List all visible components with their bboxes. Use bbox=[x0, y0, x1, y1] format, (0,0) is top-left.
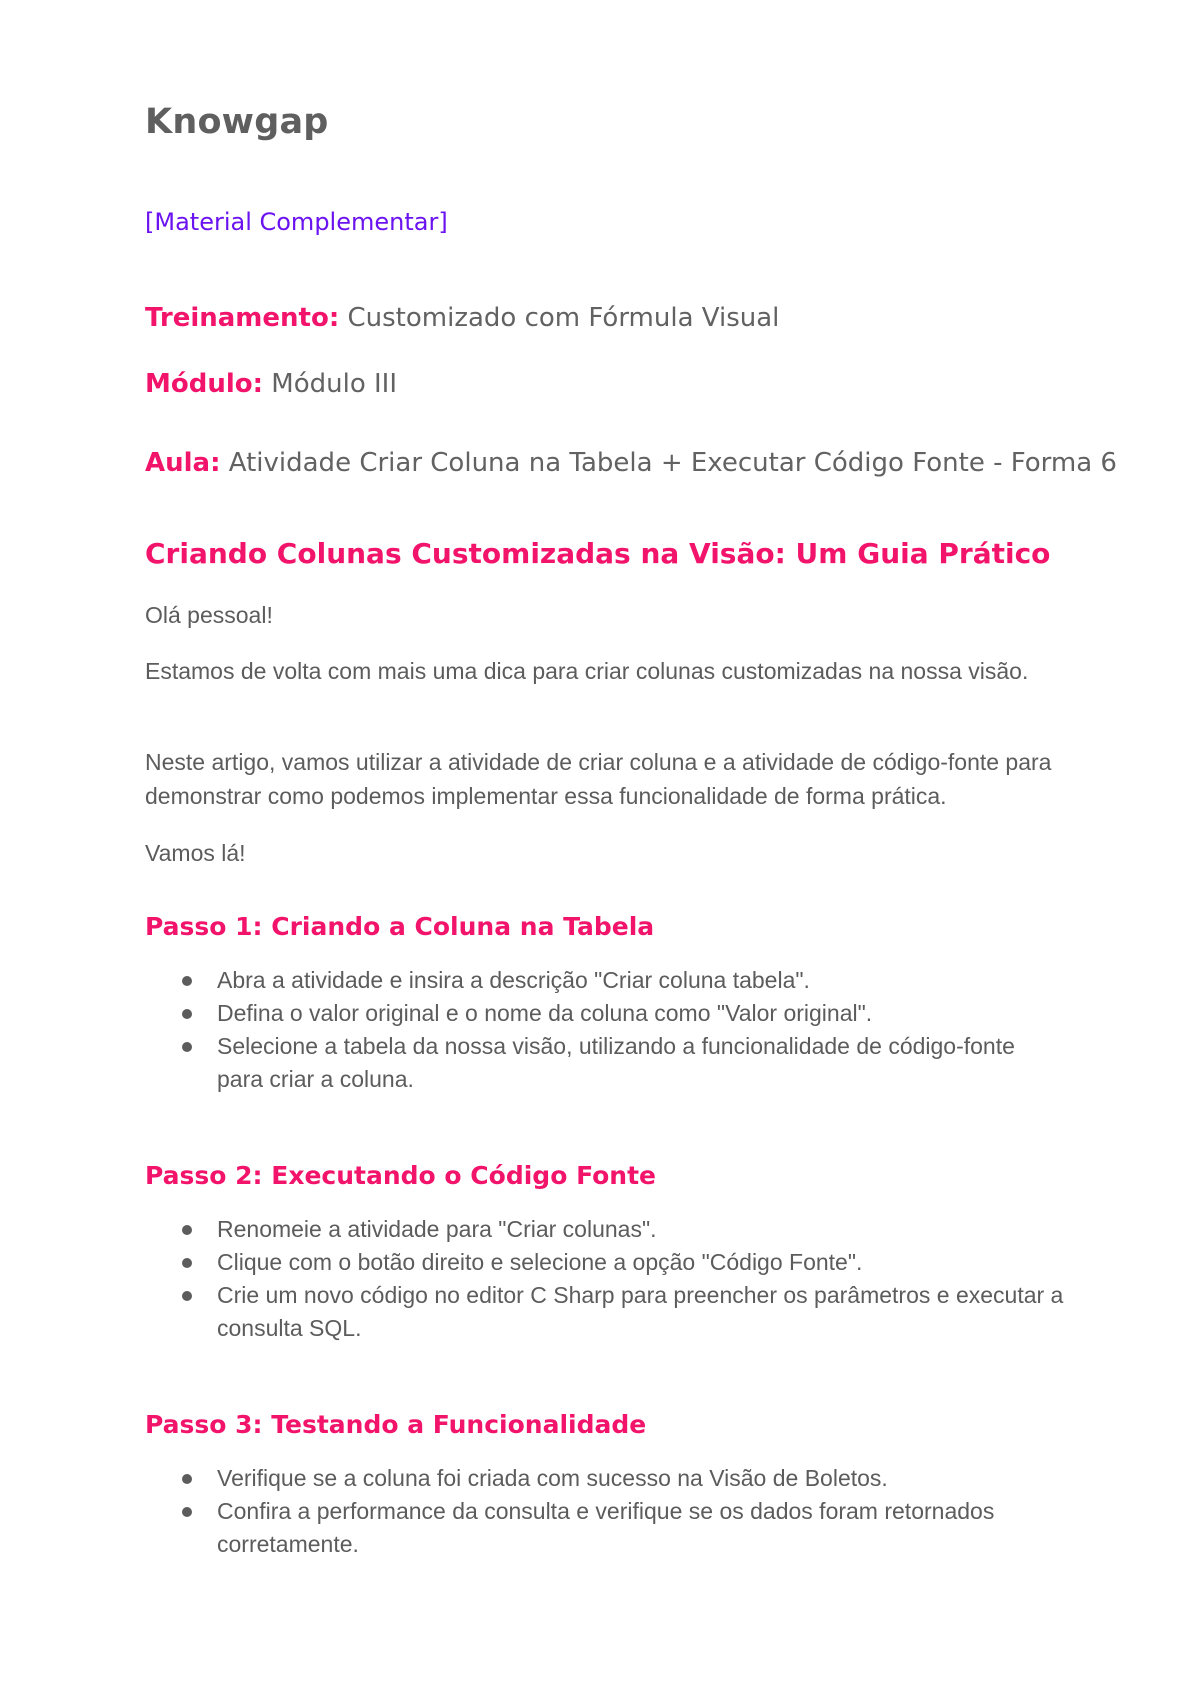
list-item-text: Clique com o botão direito e selecione a opção "Código Fonte". bbox=[217, 1249, 863, 1275]
paragraph-article: Neste artigo, vamos utilizar a atividade de criar coluna e a atividade de código-fonte para demonstrar como podemos implementar essa funcionalidade de forma prática. bbox=[145, 749, 1052, 809]
meta-lesson bbox=[145, 448, 1117, 478]
step-3-title: Passo 3: Testando a Funcionalidade bbox=[145, 1410, 647, 1439]
bullet-icon bbox=[182, 976, 192, 986]
paragraph-lets-go: Vamos lá! bbox=[145, 840, 246, 866]
bullet-icon bbox=[182, 1042, 192, 1052]
list-item bbox=[145, 1279, 1065, 1345]
step-3-list bbox=[145, 1462, 1065, 1561]
meta-training bbox=[145, 303, 779, 333]
complement-tag: [Material Complementar] bbox=[145, 208, 448, 236]
meta-lesson-value: Atividade Criar Coluna na Tabela + Executar Código Fonte - Forma 6 bbox=[228, 448, 1117, 478]
step-1-title: Passo 1: Criando a Coluna na Tabela bbox=[145, 912, 655, 941]
meta-module bbox=[145, 369, 397, 399]
list-item-text: Selecione a tabela da nossa visão, utilizando a funcionalidade de código-fonte para criar a coluna. bbox=[217, 1033, 1015, 1092]
meta-module-value: Módulo III bbox=[271, 369, 398, 399]
list-item-text: Confira a performance da consulta e verifique se os dados foram retornados corretamente. bbox=[217, 1498, 995, 1557]
list-item bbox=[145, 1246, 1065, 1279]
bullet-icon bbox=[182, 1225, 192, 1235]
list-item bbox=[145, 1213, 1065, 1246]
step-2-list bbox=[145, 1213, 1065, 1345]
article-title: Criando Colunas Customizadas na Visão: Um Guia Prático bbox=[145, 537, 1051, 570]
brand-title: Knowgap bbox=[145, 102, 329, 142]
list-item-text: Renomeie a atividade para "Criar colunas". bbox=[217, 1216, 657, 1242]
paragraph-greeting: Olá pessoal! bbox=[145, 602, 273, 628]
list-item-text: Abra a atividade e insira a descrição "Criar coluna tabela". bbox=[217, 967, 810, 993]
list-item bbox=[145, 997, 1065, 1030]
list-item-text: Crie um novo código no editor C Sharp para preencher os parâmetros e executar a consulta SQL. bbox=[217, 1282, 1064, 1341]
meta-training-label: Treinamento: bbox=[145, 303, 340, 333]
list-item bbox=[145, 1462, 1065, 1495]
meta-module-label: Módulo: bbox=[145, 369, 264, 399]
list-item bbox=[145, 1495, 1065, 1561]
bullet-icon bbox=[182, 1291, 192, 1301]
step-1-list bbox=[145, 964, 1065, 1096]
list-item-text: Verifique se a coluna foi criada com sucesso na Visão de Boletos. bbox=[217, 1465, 888, 1491]
step-2-title: Passo 2: Executando o Código Fonte bbox=[145, 1161, 657, 1190]
bullet-icon bbox=[182, 1474, 192, 1484]
bullet-icon bbox=[182, 1258, 192, 1268]
paragraph-intro: Estamos de volta com mais uma dica para criar colunas customizadas na nossa visão. bbox=[145, 658, 1029, 684]
bullet-icon bbox=[182, 1507, 192, 1517]
meta-training-value: Customizado com Fórmula Visual bbox=[347, 303, 780, 333]
list-item bbox=[145, 1030, 1065, 1096]
meta-lesson-label: Aula: bbox=[145, 448, 221, 478]
list-item bbox=[145, 964, 1065, 997]
bullet-icon bbox=[182, 1009, 192, 1019]
list-item-text: Defina o valor original e o nome da coluna como "Valor original". bbox=[217, 1000, 873, 1026]
